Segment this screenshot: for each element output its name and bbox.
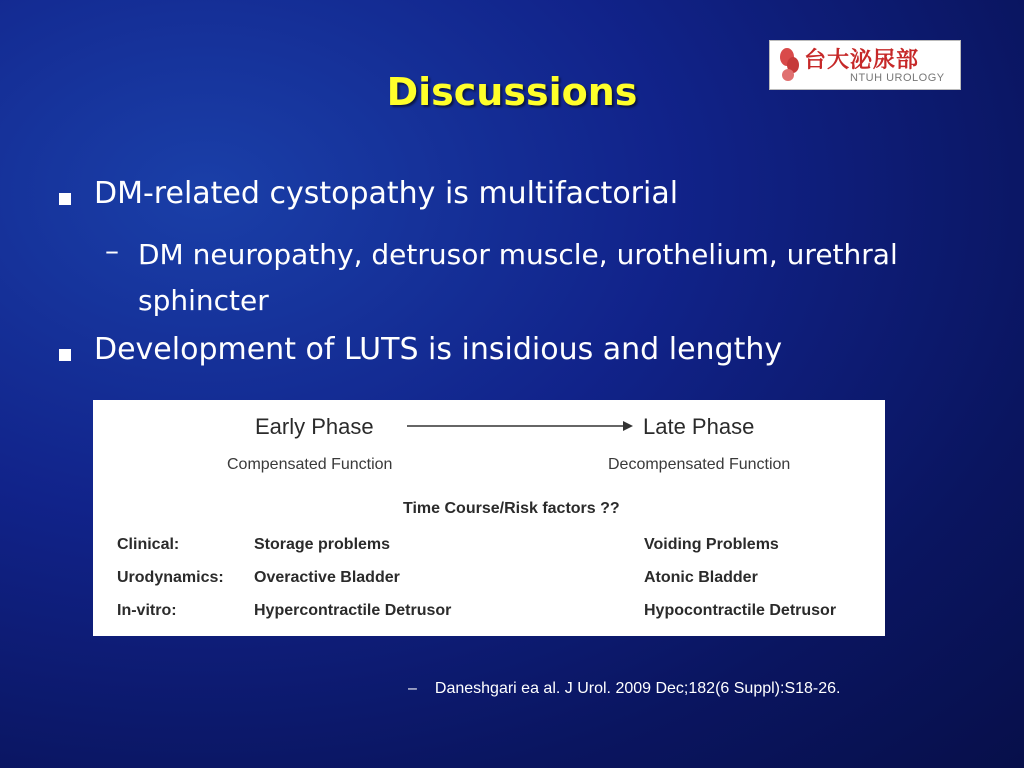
row-late-in-vitro: Hypocontractile Detrusor	[644, 602, 837, 619]
row-label-urodynamics: Urodynamics:	[117, 569, 224, 586]
row-label-in-vitro: In-vitro:	[117, 602, 177, 619]
sub-bullet-1: DM neuropathy, detrusor muscle, urothelium, urethral sphincter	[138, 238, 898, 317]
sub-bullet-dash: –	[105, 234, 119, 267]
logo-english-text: NTUH UROLOGY	[850, 72, 945, 84]
early-phase-label: Early Phase	[255, 414, 374, 439]
bullet-2: Development of LUTS is insidious and lengthy	[94, 332, 783, 367]
row-label-clinical: Clinical:	[117, 536, 180, 553]
row-early-clinical: Storage problems	[254, 536, 391, 553]
decompensated-function-label: Decompensated Function	[608, 456, 791, 473]
citation-text: Daneshgari ea al. J Urol. 2009 Dec;182(6 Suppl):S18-26.	[434, 680, 841, 697]
row-early-urodynamics: Overactive Bladder	[254, 569, 400, 586]
slide-title: Discussions	[386, 70, 638, 114]
citation-dash: –	[408, 680, 417, 697]
bullet-square-icon	[59, 349, 71, 361]
time-course-label: Time Course/Risk factors ??	[403, 500, 620, 517]
row-late-urodynamics: Atonic Bladder	[644, 569, 758, 586]
citation	[408, 680, 840, 698]
compensated-function-label: Compensated Function	[227, 456, 393, 473]
phase-arrow	[405, 418, 635, 434]
bullet-square-icon	[59, 193, 71, 205]
phase-diagram	[93, 400, 885, 636]
row-early-in-vitro: Hypercontractile Detrusor	[254, 602, 452, 619]
bullet-1: DM-related cystopathy is multifactorial	[94, 176, 679, 211]
late-phase-label: Late Phase	[643, 414, 755, 439]
row-late-clinical: Voiding Problems	[644, 536, 779, 553]
logo-chinese-text: 台大泌尿部	[804, 48, 920, 73]
